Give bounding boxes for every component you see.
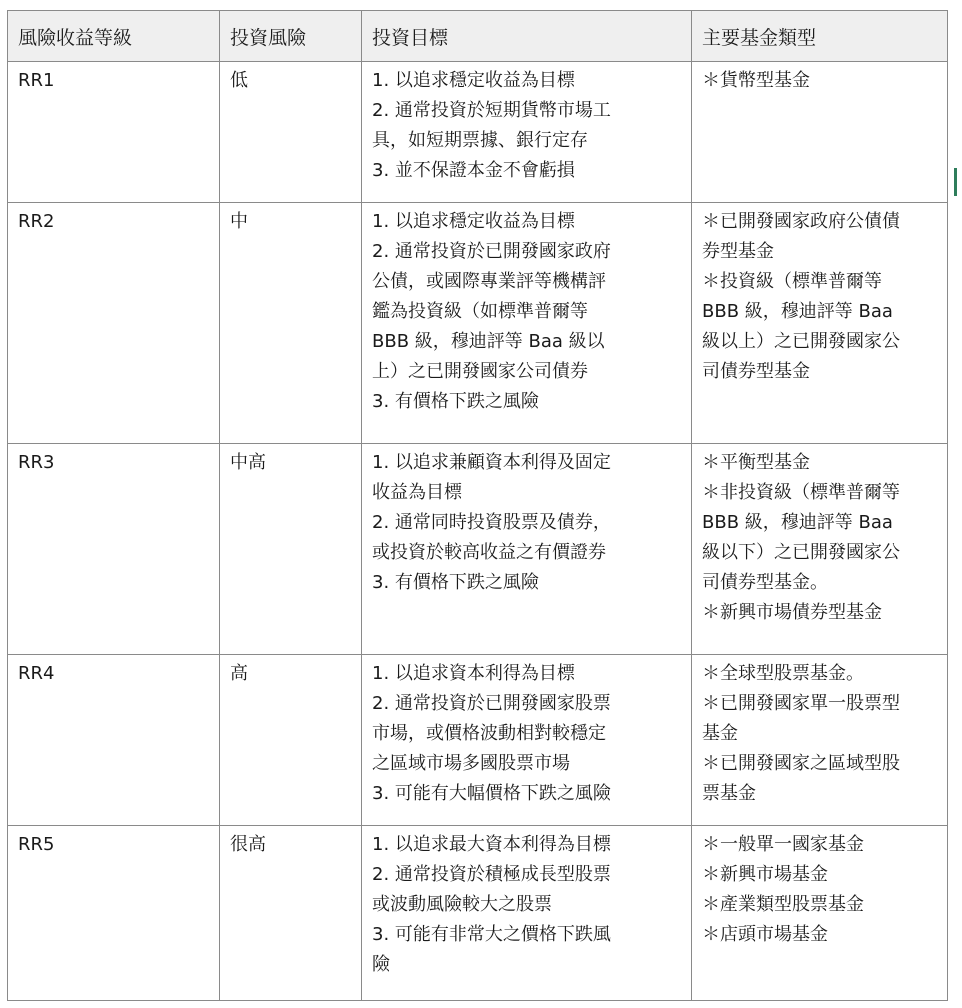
table-row [8, 655, 948, 826]
fund-types-cell [692, 655, 948, 826]
fund-type-line: 票基金 [702, 783, 756, 804]
goal-line: 2. 通常投資於已開發國家股票 [372, 693, 611, 714]
goal-line: 1. 以追求資本利得為目標 [372, 663, 575, 684]
fund-type-line: 司債券型基金 [702, 361, 810, 382]
goal-line: 1. 以追求最大資本利得為目標 [372, 834, 611, 855]
fund-types-cell [692, 62, 948, 203]
fund-type-line: BBB 級，穆迪評等 Baa [702, 512, 893, 533]
goal-line: 上）之已開發國家公司債券 [372, 361, 588, 382]
fund-types-cell [692, 203, 948, 444]
fund-type-line: ＊新興市場基金 [702, 864, 828, 885]
goal-line: BBB 級，穆迪評等 Baa 級以 [372, 331, 605, 352]
risk-level-cell: RR4 [8, 655, 220, 826]
goal-line: 公債，或國際專業評等機構評 [372, 271, 606, 292]
investment-goal-cell [362, 203, 692, 444]
risk-return-table [7, 10, 948, 1001]
investment-goal-cell [362, 655, 692, 826]
fund-type-line: ＊產業類型股票基金 [702, 894, 864, 915]
risk-level-cell: RR1 [8, 62, 220, 203]
investment-goal-cell [362, 62, 692, 203]
investment-goal-cell [362, 826, 692, 1001]
risk-level-cell: RR3 [8, 444, 220, 655]
goal-line: 市場，或價格波動相對較穩定 [372, 723, 606, 744]
goal-line: 具，如短期票據、銀行定存 [372, 130, 588, 151]
investment-risk-cell: 中 [220, 203, 362, 444]
goal-line: 收益為目標 [372, 482, 462, 503]
goal-line: 3. 可能有大幅價格下跌之風險 [372, 783, 611, 804]
table-row [8, 62, 948, 203]
investment-risk-cell: 低 [220, 62, 362, 203]
investment-risk-cell: 高 [220, 655, 362, 826]
header-goal: 投資目標 [362, 11, 692, 62]
goal-line: 1. 以追求穩定收益為目標 [372, 70, 575, 91]
fund-type-line: 券型基金 [702, 241, 774, 262]
edge-marker [954, 168, 957, 196]
goal-line: 3. 有價格下跌之風險 [372, 391, 539, 412]
fund-type-line: 基金 [702, 723, 738, 744]
investment-goal-cell [362, 444, 692, 655]
fund-type-line: ＊平衡型基金 [702, 452, 810, 473]
header-row [8, 11, 948, 62]
fund-type-line: BBB 級，穆迪評等 Baa [702, 301, 893, 322]
fund-types-cell [692, 444, 948, 655]
goal-line: 2. 通常投資於積極成長型股票 [372, 864, 611, 885]
fund-type-line: 級以下）之已開發國家公 [702, 542, 900, 563]
fund-type-line: ＊已開發國家政府公債債 [702, 211, 900, 232]
fund-type-line: ＊一般單一國家基金 [702, 834, 864, 855]
risk-level-cell: RR2 [8, 203, 220, 444]
goal-line: 或波動風險較大之股票 [372, 894, 552, 915]
goal-line: 3. 可能有非常大之價格下跌風 [372, 924, 611, 945]
fund-type-line: ＊貨幣型基金 [702, 70, 810, 91]
fund-type-line: ＊新興市場債券型基金 [702, 602, 882, 623]
goal-line: 1. 以追求穩定收益為目標 [372, 211, 575, 232]
goal-line: 3. 有價格下跌之風險 [372, 572, 539, 593]
fund-type-line: ＊投資級（標準普爾等 [702, 271, 882, 292]
goal-line: 1. 以追求兼顧資本利得及固定 [372, 452, 611, 473]
investment-risk-cell: 中高 [220, 444, 362, 655]
goal-line: 3. 並不保證本金不會虧損 [372, 160, 575, 181]
goal-line: 之區域市場多國股票市場 [372, 753, 570, 774]
table-row [8, 444, 948, 655]
fund-type-line: 司債券型基金。 [702, 572, 828, 593]
fund-types-cell [692, 826, 948, 1001]
goal-line: 鑑為投資級（如標準普爾等 [372, 301, 588, 322]
fund-type-line: ＊已開發國家單一股票型 [702, 693, 900, 714]
table-row [8, 203, 948, 444]
fund-type-line: ＊全球型股票基金。 [702, 663, 864, 684]
fund-type-line: 級以上）之已開發國家公 [702, 331, 900, 352]
table-row [8, 826, 948, 1001]
header-funds: 主要基金類型 [692, 11, 948, 62]
fund-type-line: ＊非投資級（標準普爾等 [702, 482, 900, 503]
goal-line: 或投資於較高收益之有價證券 [372, 542, 606, 563]
goal-line: 2. 通常同時投資股票及債券， [372, 512, 611, 533]
header-level: 風險收益等級 [8, 11, 220, 62]
fund-type-line: ＊店頭市場基金 [702, 924, 828, 945]
risk-level-cell: RR5 [8, 826, 220, 1001]
table-body [8, 62, 948, 1001]
fund-type-line: ＊已開發國家之區域型股 [702, 753, 900, 774]
goal-line: 2. 通常投資於已開發國家政府 [372, 241, 611, 262]
header-risk: 投資風險 [220, 11, 362, 62]
goal-line: 險 [372, 954, 390, 975]
investment-risk-cell: 很高 [220, 826, 362, 1001]
goal-line: 2. 通常投資於短期貨幣市場工 [372, 100, 611, 121]
